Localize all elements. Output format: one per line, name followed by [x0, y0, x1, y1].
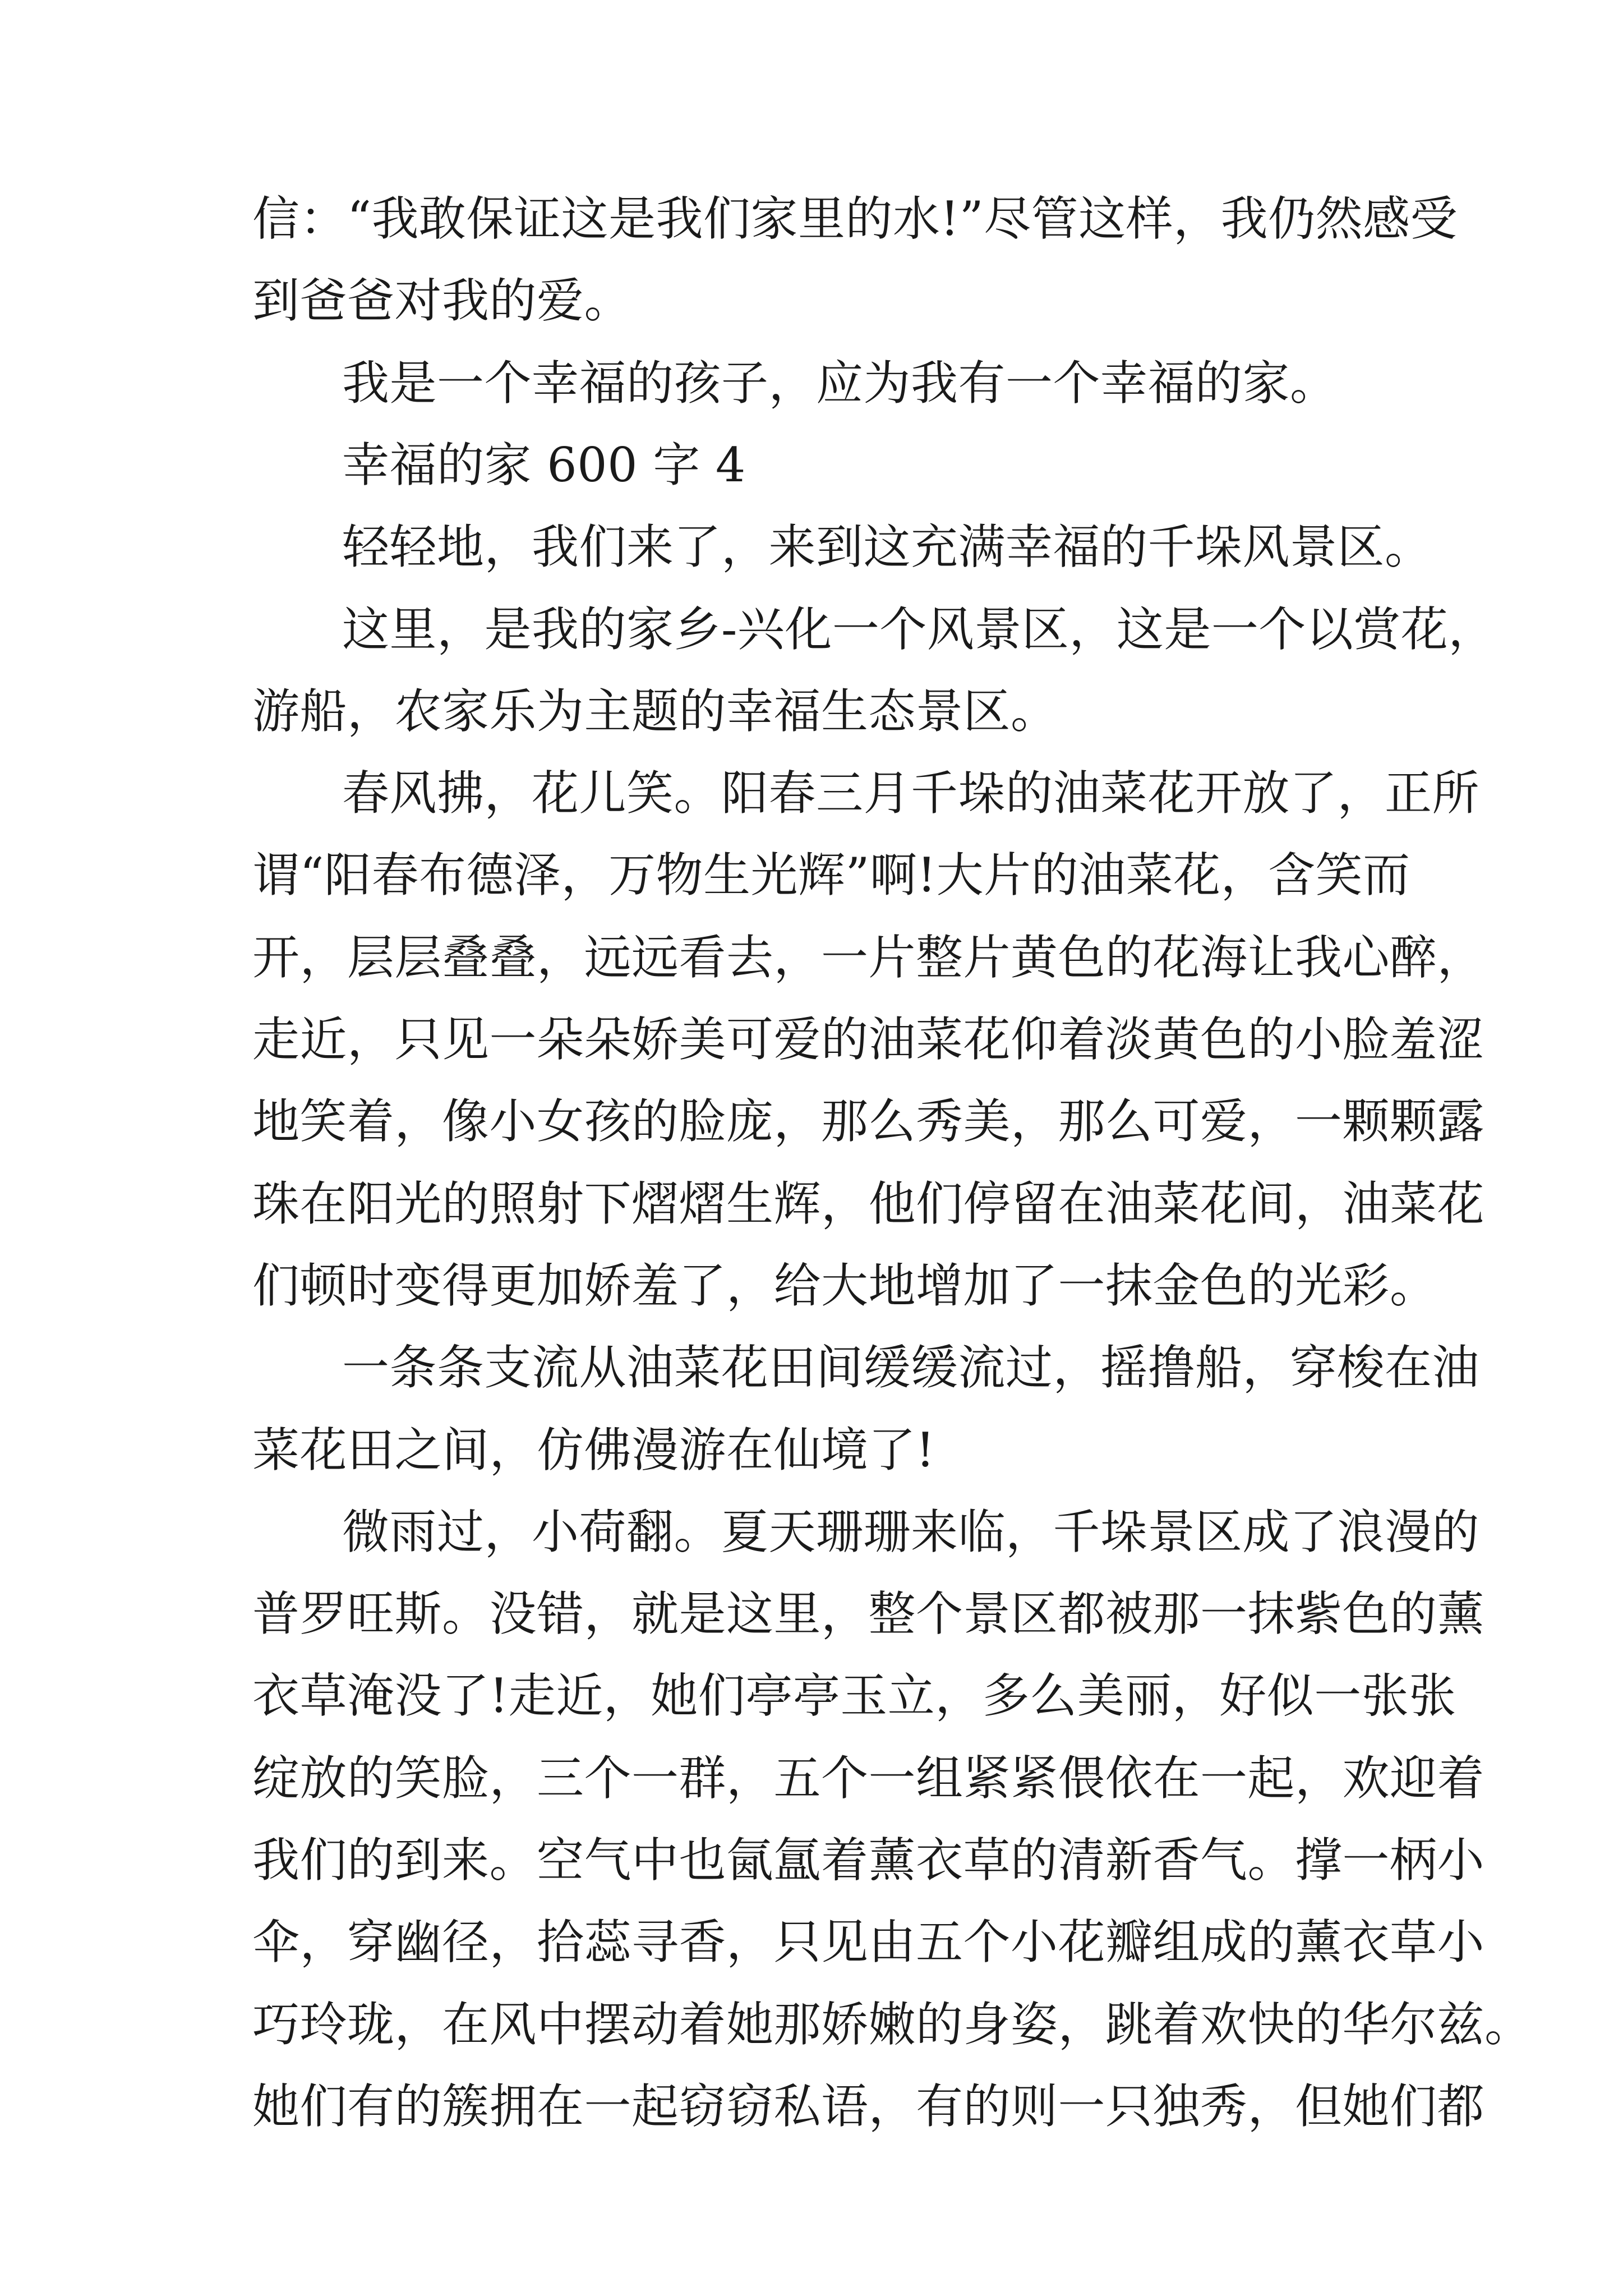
text-line: 伞，穿幽径，拾蕊寻香，只见由五个小花瓣组成的薰衣草小: [252, 1915, 1485, 1970]
text-line: 她们有的簇拥在一起窃窃私语，有的则一只独秀，但她们都: [252, 2078, 1485, 2134]
text-line: 春风拂，花儿笑。阳春三月千垛的油菜花开放了，正所: [342, 766, 1480, 821]
text-line: 一条条支流从油菜花田间缓缓流过，摇撸船，穿梭在油: [342, 1340, 1480, 1396]
text-line: 游船，农家乐为主题的幸福生态景区。: [252, 683, 1058, 739]
text-line: 轻轻地，我们来了，来到这充满幸福的千垛风景区。: [342, 519, 1432, 575]
text-line: 谓“阳春布德泽，万物生光辉”啊!大片的油菜花，含笑而: [252, 848, 1410, 903]
text-line: 巧玲珑，在风中摆动着她那娇嫩的身姿，跳着欢快的华尔兹。: [252, 1996, 1532, 2052]
text-line: 开，层层叠叠，远远看去，一片整片黄色的花海让我心醉，: [252, 930, 1485, 985]
text-line: 到爸爸对我的爱。: [252, 273, 632, 329]
section-heading: 幸福的家 600 字 4: [342, 437, 746, 493]
text-line: 们顿时变得更加娇羞了，给大地增加了一抹金色的光彩。: [252, 1258, 1437, 1313]
text-line: 我是一个幸福的孩子，应为我有一个幸福的家。: [342, 355, 1338, 411]
text-line: 地笑着，像小女孩的脸庞，那么秀美，那么可爱，一颗颗露: [252, 1094, 1485, 1149]
text-line: 微雨过，小荷翻。夏天珊珊来临，千垛景区成了浪漫的: [342, 1504, 1480, 1559]
text-line: 绽放的笑脸，三个一群，五个一组紧紧偎依在一起，欢迎着: [252, 1750, 1485, 1806]
text-line: 菜花田之间，仿佛漫游在仙境了!: [252, 1422, 935, 1478]
text-line: 珠在阳光的照射下熠熠生辉，他们停留在油菜花间，油菜花: [252, 1176, 1485, 1231]
text-line: 衣草淹没了!走近，她们亭亭玉立，多么美丽，好似一张张: [252, 1668, 1456, 1724]
text-line: 信：“我敢保证这是我们家里的水!”尽管这样，我仍然感受: [252, 191, 1458, 246]
text-line: 我们的到来。空气中也氤氲着薰衣草的清新香气。撑一柄小: [252, 1833, 1485, 1888]
text-line: 这里，是我的家乡-兴化一个风景区，这是一个以赏花，: [342, 601, 1496, 657]
text-line: 普罗旺斯。没错，就是这里，整个景区都被那一抹紫色的薰: [252, 1586, 1485, 1642]
text-line: 走近，只见一朵朵娇美可爱的油菜花仰着淡黄色的小脸羞涩: [252, 1012, 1485, 1067]
